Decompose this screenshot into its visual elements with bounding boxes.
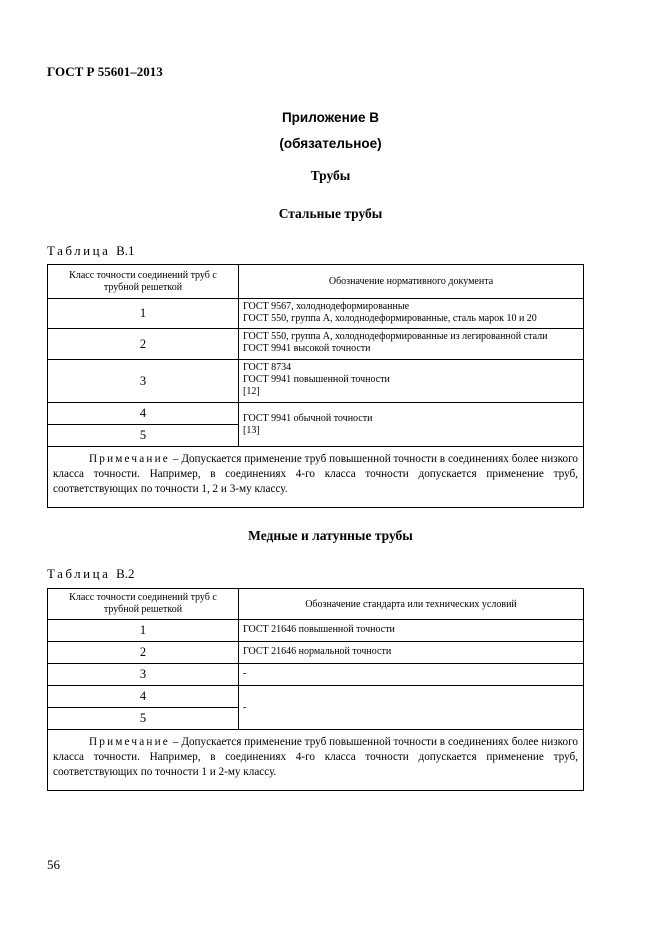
table-b2 <box>47 588 584 791</box>
doc-line: ГОСТ 9941 обычной точности <box>243 412 373 424</box>
class-cell: 3 <box>48 664 239 686</box>
class-cell: 1 <box>48 620 239 642</box>
steel-subtitle: Стальные трубы <box>278 206 383 221</box>
table-header-row <box>48 265 584 299</box>
table-b2-caption <box>47 566 135 582</box>
appendix-status: (обязательное) <box>279 136 382 151</box>
table-row <box>48 642 584 664</box>
table-note-row <box>48 730 584 791</box>
class-cell: 5 <box>48 708 239 730</box>
note-label: Примечание <box>89 453 170 465</box>
doc-line: - <box>243 668 247 679</box>
doc-cell <box>239 620 584 642</box>
doc-line: ГОСТ 550, группа А, холоднодеформированные из легированной стали <box>243 331 548 342</box>
doc-line: [13] <box>243 424 260 436</box>
table-row <box>48 360 584 403</box>
table-b2-caption-word: Таблица <box>47 566 111 581</box>
doc-cell <box>239 360 584 403</box>
doc-cell <box>239 403 584 447</box>
table-row <box>48 620 584 642</box>
doc-line: ГОСТ 9567, холоднодеформированные <box>243 301 410 312</box>
table-b1 <box>47 264 584 508</box>
note-label: Примечание <box>89 736 170 748</box>
table-header-row <box>48 589 584 620</box>
table-row <box>48 664 584 686</box>
doc-line: ГОСТ 21646 повышенной точности <box>243 624 395 635</box>
col-class-header: Класс точности соединений труб с трубной решеткой <box>48 265 239 299</box>
class-cell: 1 <box>48 299 239 329</box>
copper-subtitle: Медные и латунные трубы <box>248 528 413 543</box>
doc-cell <box>239 686 584 730</box>
doc-line: ГОСТ 8734 <box>243 362 292 373</box>
doc-line: - <box>243 701 247 713</box>
col-doc-header: Обозначение нормативного документа <box>239 265 584 299</box>
doc-cell <box>239 642 584 664</box>
table-row <box>48 329 584 360</box>
table-row <box>48 403 584 425</box>
col-class-header: Класс точности соединений труб с трубной решеткой <box>48 589 239 620</box>
doc-line: ГОСТ 9941 повышенной точности <box>243 374 390 385</box>
table-row <box>48 686 584 708</box>
table-b2-caption-number: В.2 <box>116 566 135 581</box>
table-note <box>48 447 584 508</box>
class-cell: 4 <box>48 403 239 425</box>
class-cell: 2 <box>48 329 239 360</box>
doc-line: ГОСТ 9941 высокой точности <box>243 343 371 354</box>
doc-cell <box>239 664 584 686</box>
table-note-row <box>48 447 584 508</box>
doc-cell <box>239 299 584 329</box>
note-text: – Допускается применение труб повышенной точности в соединениях более низкого класса точности. Например, в соединениях 4-го класса точности допускается применение труб, соответствующих по точности 1, 2 и 3-му классу. <box>53 453 578 495</box>
col-doc-header: Обозначение стандарта или технических условий <box>239 589 584 620</box>
table-b1-caption-word: Таблица <box>47 243 111 258</box>
table-note <box>48 730 584 791</box>
note-text: – Допускается применение труб повышенной точности в соединениях более низкого класса точности. Например, в соединениях 4-го класса точности допускается применение труб, соответствующих по точности 1 и 2-му классу. <box>53 736 578 778</box>
table-row <box>48 299 584 329</box>
class-cell: 3 <box>48 360 239 403</box>
doc-line: [12] <box>243 386 260 397</box>
doc-line: ГОСТ 550, группа А, холоднодеформированные, сталь марок 10 и 20 <box>243 313 537 324</box>
class-cell: 4 <box>48 686 239 708</box>
document-header: ГОСТ Р 55601–2013 <box>47 64 163 79</box>
page-number: 56 <box>47 857 60 872</box>
appendix-title: Приложение В <box>281 110 380 125</box>
table-b1-caption-number: В.1 <box>116 243 135 258</box>
class-cell: 2 <box>48 642 239 664</box>
doc-line: ГОСТ 21646 нормальной точности <box>243 646 392 657</box>
doc-cell <box>239 329 584 360</box>
section-title: Трубы <box>310 168 351 183</box>
class-cell: 5 <box>48 425 239 447</box>
table-b1-caption <box>47 243 135 259</box>
